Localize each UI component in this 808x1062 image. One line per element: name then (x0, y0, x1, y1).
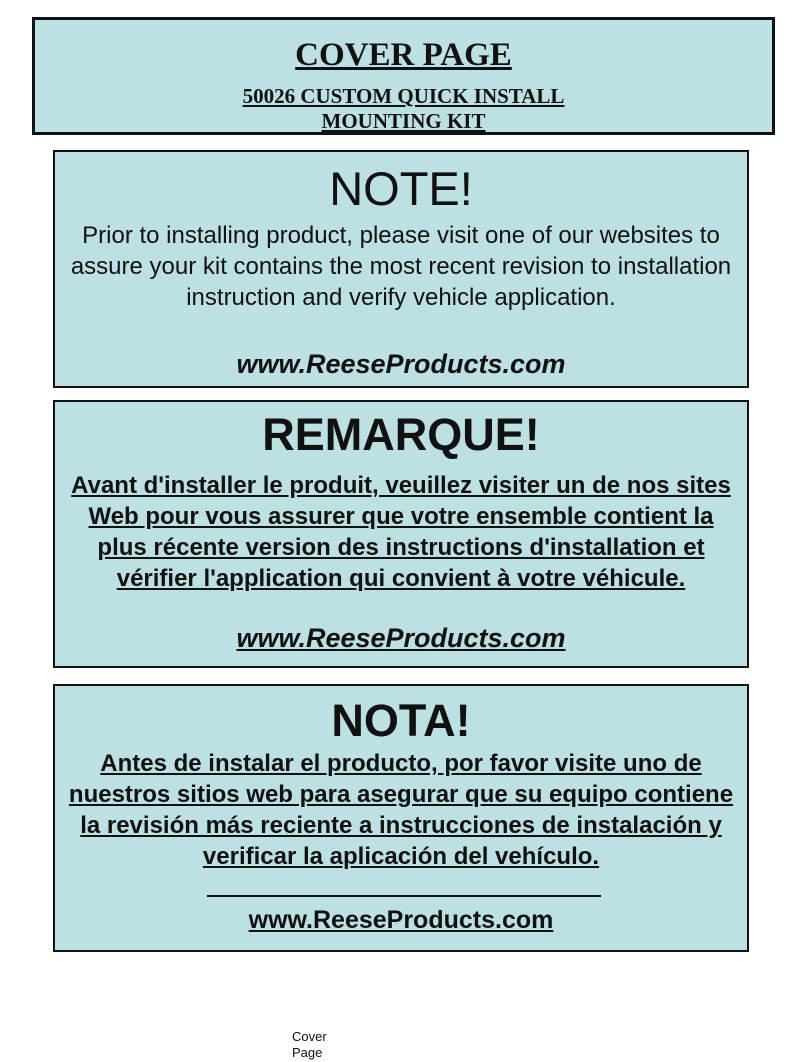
signature-rule (207, 895, 601, 897)
note-french-box (53, 400, 749, 668)
kit-name-line-2: MOUNTING KIT (321, 109, 486, 133)
note-english-box (53, 150, 749, 388)
remarque-body: Avant d'installer le produit, veuillez visiter un de nos sites Web pour vous assurer que votre ensemble contient la plus récente version des instructions d'installation et vérifier l'application qui convient à votre véhicule. (71, 472, 731, 592)
remarque-heading: REMARQUE! (262, 409, 540, 460)
page-footer (292, 1029, 327, 1061)
note-body: Prior to installing product, please visit one of our websites to assure your kit contains the most recent revision to installation instruction and verify vehicle application. (70, 222, 732, 311)
nota-website-link[interactable]: www.ReeseProducts.com (248, 906, 554, 934)
nota-body: Antes de instalar el producto, por favor visite uno de nuestros sitios web para asegurar que su equipo contiene la revisión más reciente a instrucciones de instalación y verificar la aplicación del vehículo. (68, 750, 734, 870)
kit-name (35, 84, 772, 134)
footer-line-1: Cover (292, 1029, 327, 1044)
footer-line-2: Page (292, 1045, 323, 1060)
cover-title: COVER PAGE (295, 37, 512, 73)
kit-name-line-1: 50026 CUSTOM QUICK INSTALL (242, 84, 565, 108)
note-spanish-box (53, 684, 749, 952)
note-website-link[interactable]: www.ReeseProducts.com (236, 349, 566, 379)
nota-heading: NOTA! (331, 695, 471, 746)
cover-page-box (32, 17, 775, 135)
note-heading: NOTE! (329, 162, 473, 215)
remarque-website-link[interactable]: www.ReeseProducts.com (236, 623, 566, 653)
